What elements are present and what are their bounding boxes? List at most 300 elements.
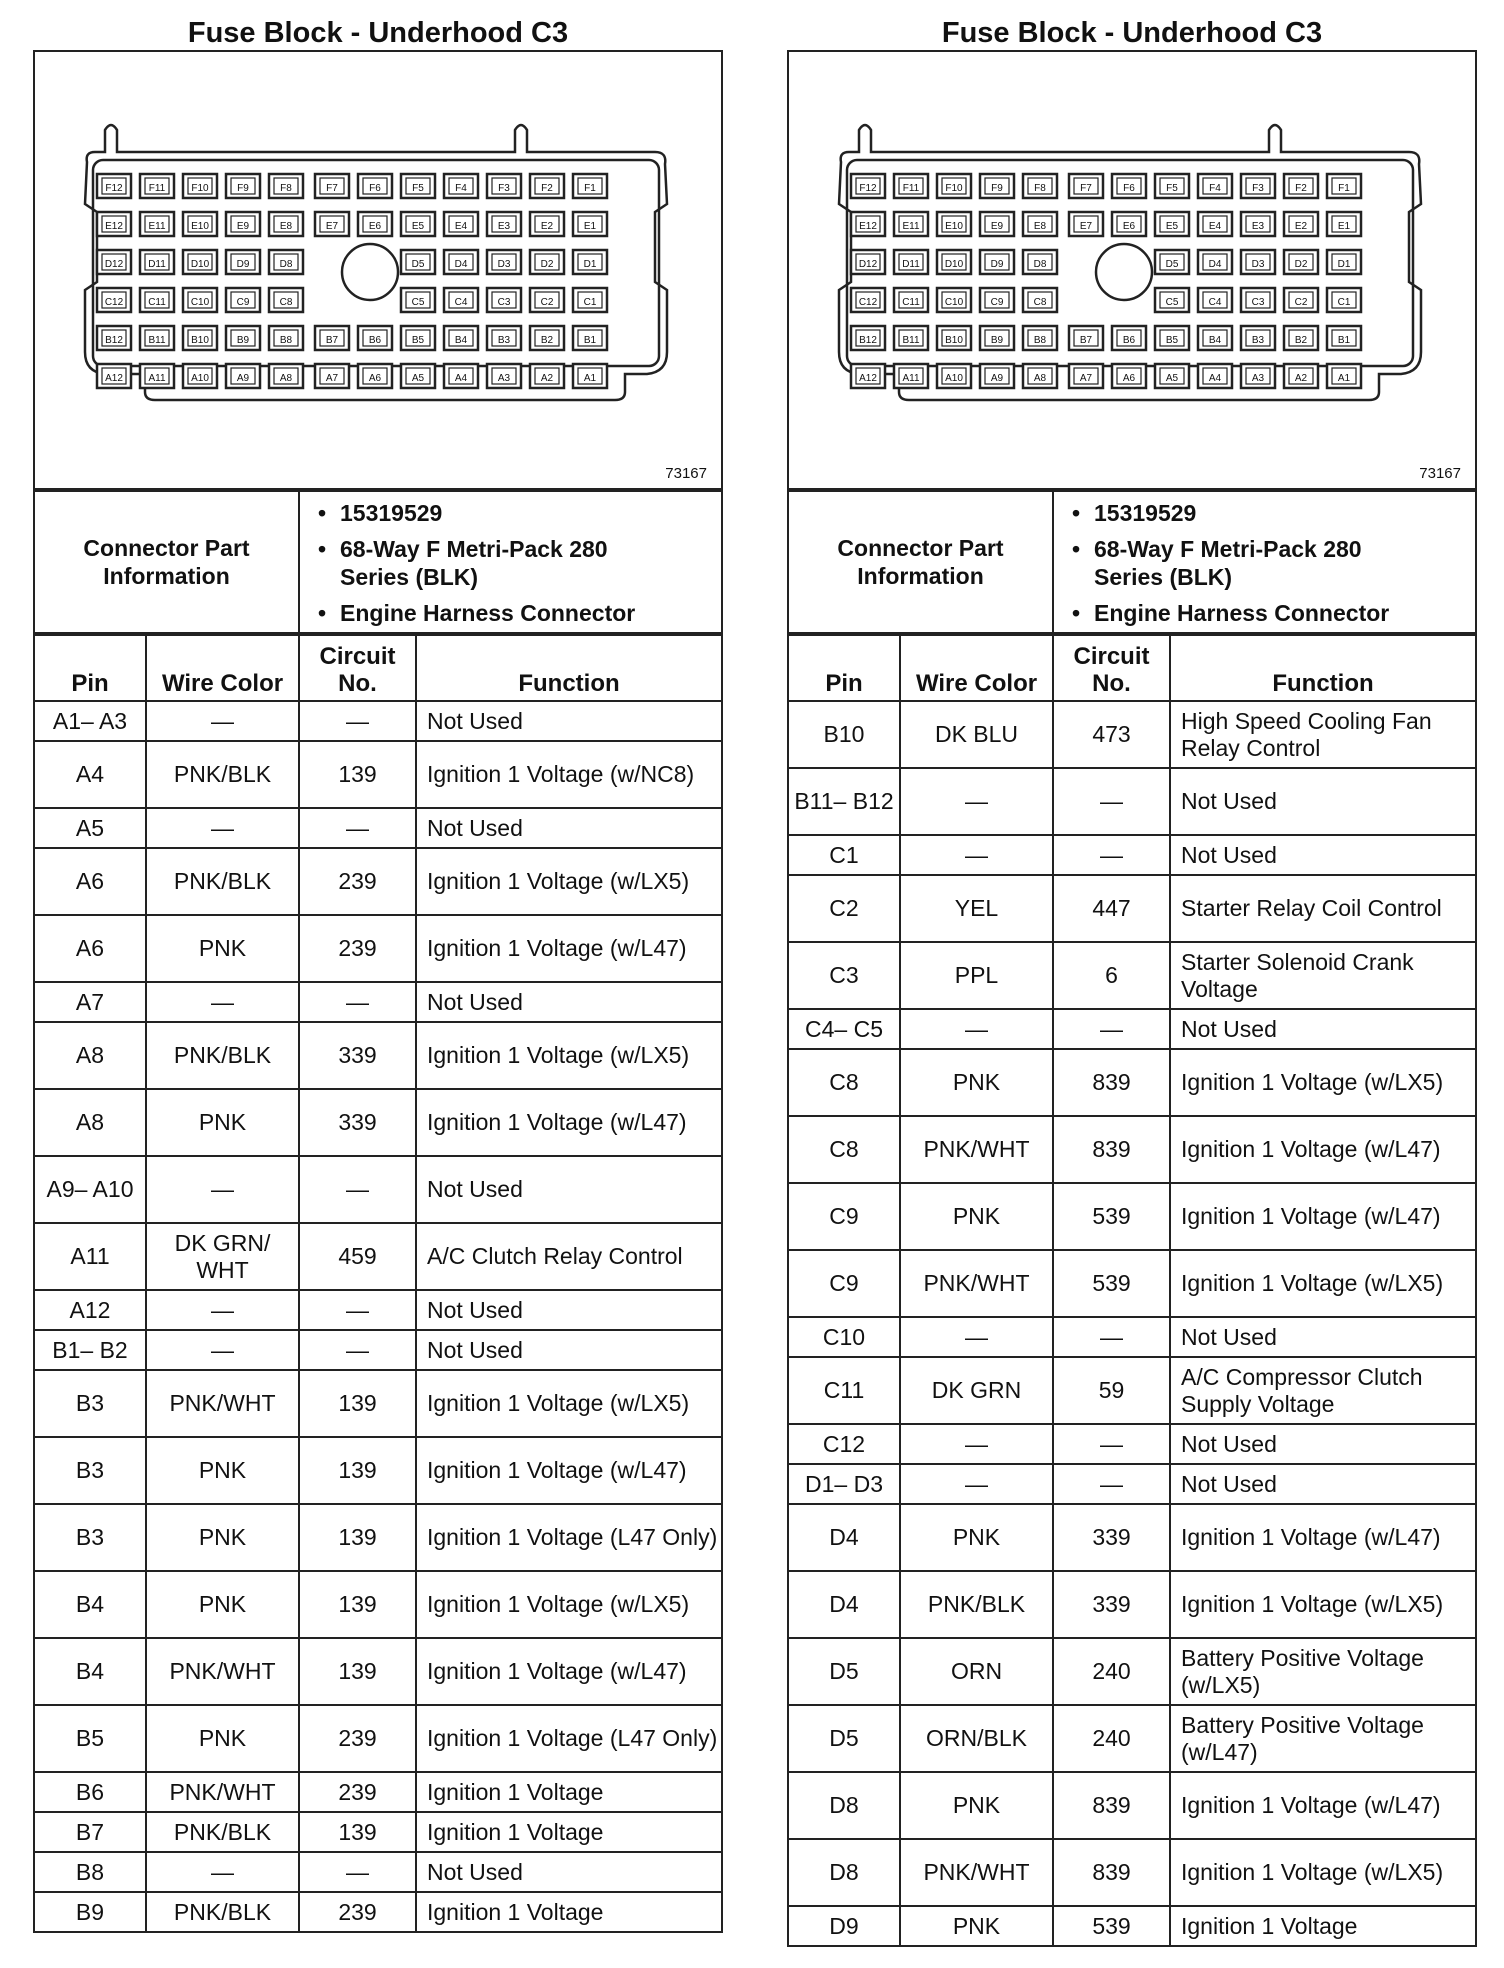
cavity-b8: [1023, 326, 1057, 350]
svg-text:C3: C3: [497, 297, 511, 308]
cavity-e1: [1327, 212, 1361, 236]
table-row: [788, 701, 1476, 768]
wire-color-cell: PNK/WHT: [146, 1370, 299, 1437]
pin-cell: D1– D3: [788, 1464, 900, 1504]
svg-text:A12: A12: [105, 373, 123, 384]
cavity-b7: [315, 326, 349, 350]
svg-text:B6: B6: [1122, 335, 1136, 346]
svg-text:A8: A8: [1033, 373, 1047, 384]
circuit-cell: 839: [1053, 1049, 1170, 1116]
svg-text:A6: A6: [368, 373, 382, 384]
table-row: [788, 942, 1476, 1009]
function-cell: High Speed Cooling Fan Relay Control: [1170, 701, 1476, 768]
connector-diagram: [787, 50, 1477, 490]
cavity-e2: [530, 212, 564, 236]
circuit-cell: 839: [1053, 1116, 1170, 1183]
cavity-e9: [226, 212, 260, 236]
function-cell: Ignition 1 Voltage (w/LX5): [416, 1571, 722, 1638]
svg-text:A1: A1: [583, 373, 597, 384]
function-cell: Battery Positive Voltage (w/LX5): [1170, 1638, 1476, 1705]
svg-text:B6: B6: [368, 335, 382, 346]
table-row: [34, 1437, 722, 1504]
cavity-a10: [937, 364, 971, 388]
connector-diagram: [33, 50, 723, 490]
wire-color-cell: PNK: [900, 1772, 1053, 1839]
svg-text:B11: B11: [148, 335, 166, 346]
function-cell: Ignition 1 Voltage (w/L47): [1170, 1504, 1476, 1571]
cavity-d1: [1327, 250, 1361, 274]
pin-cell: D8: [788, 1772, 900, 1839]
circuit-cell: —: [299, 808, 416, 848]
svg-text:D10: D10: [190, 259, 210, 270]
wire-color-cell: PNK: [900, 1049, 1053, 1116]
svg-text:B7: B7: [1079, 335, 1093, 346]
cavity-f6: [358, 174, 392, 198]
wire-color-cell: PNK: [900, 1183, 1053, 1250]
pin-cell: C9: [788, 1183, 900, 1250]
svg-text:C2: C2: [1294, 297, 1308, 308]
cavity-f3: [1241, 174, 1275, 198]
cavity-e12: [97, 212, 131, 236]
svg-text:B9: B9: [990, 335, 1004, 346]
pin-cell: A6: [34, 915, 146, 982]
table-row: [34, 1812, 722, 1852]
header-circuit: Circuit No.: [299, 635, 416, 701]
table-row: [34, 1290, 722, 1330]
svg-text:E1: E1: [1337, 221, 1351, 232]
function-cell: Not Used: [416, 1290, 722, 1330]
svg-text:E12: E12: [859, 221, 877, 232]
cavity-c11: [894, 288, 928, 312]
harness-name: • Engine Harness Connector: [1094, 599, 1475, 627]
cavity-a8: [1023, 364, 1057, 388]
svg-text:A9: A9: [990, 373, 1004, 384]
table-row: [788, 1424, 1476, 1464]
wire-color-cell: PNK: [900, 1504, 1053, 1571]
table-row: [788, 1772, 1476, 1839]
wire-color-cell: —: [146, 701, 299, 741]
wire-color-cell: PNK/WHT: [900, 1116, 1053, 1183]
function-cell: Ignition 1 Voltage (w/L47): [1170, 1772, 1476, 1839]
connector-info-table: [787, 490, 1477, 634]
table-row: [788, 1250, 1476, 1317]
cavity-b1: [573, 326, 607, 350]
pin-cell: B3: [34, 1437, 146, 1504]
svg-text:B11: B11: [902, 335, 920, 346]
wire-color-cell: —: [900, 1464, 1053, 1504]
svg-text:D1: D1: [583, 259, 597, 270]
wire-color-cell: PNK: [146, 1089, 299, 1156]
function-cell: Ignition 1 Voltage: [416, 1772, 722, 1812]
cavity-a4: [444, 364, 478, 388]
cavity-c9: [980, 288, 1014, 312]
svg-text:F9: F9: [237, 183, 249, 194]
cavity-b11: [140, 326, 174, 350]
cavity-d8: [1023, 250, 1057, 274]
svg-text:F3: F3: [1252, 183, 1264, 194]
cavity-d10: [937, 250, 971, 274]
pin-cell: A5: [34, 808, 146, 848]
cavity-c4: [1198, 288, 1232, 312]
function-cell: Ignition 1 Voltage (w/LX5): [1170, 1250, 1476, 1317]
table-row: [788, 835, 1476, 875]
svg-text:C10: C10: [190, 297, 210, 308]
svg-text:A10: A10: [191, 373, 209, 384]
svg-text:A7: A7: [325, 373, 339, 384]
connector-info-label: Connector Part Information: [788, 491, 1053, 633]
cavity-f4: [444, 174, 478, 198]
pin-cell: A8: [34, 1022, 146, 1089]
cavity-e6: [358, 212, 392, 236]
function-cell: Ignition 1 Voltage (L47 Only): [416, 1705, 722, 1772]
connector-info-label: Connector Part Information: [34, 491, 299, 633]
wire-color-cell: PNK/WHT: [146, 1638, 299, 1705]
cavity-c1: [1327, 288, 1361, 312]
cavity-e9: [980, 212, 1014, 236]
circuit-cell: 239: [299, 848, 416, 915]
svg-text:D4: D4: [454, 259, 468, 270]
svg-text:D9: D9: [236, 259, 250, 270]
cavity-a6: [1112, 364, 1146, 388]
table-row: [788, 1906, 1476, 1946]
pin-cell: D4: [788, 1571, 900, 1638]
cavity-c5: [1155, 288, 1189, 312]
pin-cell: C3: [788, 942, 900, 1009]
function-cell: Not Used: [1170, 1464, 1476, 1504]
svg-text:A11: A11: [902, 373, 920, 384]
pin-cell: B1– B2: [34, 1330, 146, 1370]
svg-text:D3: D3: [1251, 259, 1265, 270]
table-row: [788, 1504, 1476, 1571]
left-panel: [33, 0, 723, 1933]
connector-info-list: [1053, 491, 1476, 633]
table-row: [34, 808, 722, 848]
header-wire-color: Wire Color: [900, 635, 1053, 701]
connector-info-table: [33, 490, 723, 634]
cavity-c10: [937, 288, 971, 312]
table-row: [788, 768, 1476, 835]
cavity-b12: [851, 326, 885, 350]
pin-cell: D4: [788, 1504, 900, 1571]
pin-cell: C2: [788, 875, 900, 942]
svg-text:A5: A5: [411, 373, 425, 384]
connector-type: • 68-Way F Metri-Pack 280 Series (BLK): [1094, 535, 1364, 591]
cavity-b10: [937, 326, 971, 350]
svg-text:E9: E9: [236, 221, 250, 232]
table-row: [34, 1852, 722, 1892]
cavity-f10: [183, 174, 217, 198]
table-row: [34, 915, 722, 982]
cavity-a5: [401, 364, 435, 388]
cavity-c2: [1284, 288, 1318, 312]
svg-text:F7: F7: [326, 183, 338, 194]
figure-number: 73167: [1419, 465, 1461, 482]
svg-text:D2: D2: [540, 259, 554, 270]
cavity-e10: [937, 212, 971, 236]
pin-cell: A1– A3: [34, 701, 146, 741]
connector-type: • 68-Way F Metri-Pack 280 Series (BLK): [340, 535, 610, 591]
cavity-b3: [487, 326, 521, 350]
cavity-c8: [269, 288, 303, 312]
circuit-cell: 239: [299, 1705, 416, 1772]
cavity-f1: [573, 174, 607, 198]
table-row: [34, 1571, 722, 1638]
cavity-e4: [1198, 212, 1232, 236]
pin-cell: A6: [34, 848, 146, 915]
pin-cell: B6: [34, 1772, 146, 1812]
cavity-f6: [1112, 174, 1146, 198]
wire-color-cell: ORN: [900, 1638, 1053, 1705]
svg-text:F9: F9: [991, 183, 1003, 194]
cavity-e12: [851, 212, 885, 236]
table-row: [788, 1049, 1476, 1116]
svg-text:B8: B8: [279, 335, 293, 346]
cavity-d5: [401, 250, 435, 274]
cavity-c8: [1023, 288, 1057, 312]
cavity-a4: [1198, 364, 1232, 388]
circuit-cell: —: [299, 701, 416, 741]
svg-text:C8: C8: [279, 297, 293, 308]
svg-text:D12: D12: [858, 259, 878, 270]
function-cell: Ignition 1 Voltage (w/LX5): [416, 1022, 722, 1089]
pin-cell: C4– C5: [788, 1009, 900, 1049]
wire-color-cell: ORN/BLK: [900, 1705, 1053, 1772]
pin-cell: D8: [788, 1839, 900, 1906]
cavity-a10: [183, 364, 217, 388]
cavity-a9: [980, 364, 1014, 388]
svg-text:F4: F4: [1209, 183, 1221, 194]
cavity-f8: [1023, 174, 1057, 198]
connector-info-list: [299, 491, 722, 633]
svg-text:C3: C3: [1251, 297, 1265, 308]
svg-text:E4: E4: [1208, 221, 1222, 232]
wire-color-cell: PNK/BLK: [146, 1812, 299, 1852]
svg-text:B8: B8: [1033, 335, 1047, 346]
function-cell: Ignition 1 Voltage (w/L47): [416, 1638, 722, 1705]
cavity-b6: [1112, 326, 1146, 350]
svg-text:D5: D5: [411, 259, 425, 270]
cavity-f5: [1155, 174, 1189, 198]
svg-text:F11: F11: [148, 183, 166, 194]
circuit-cell: 239: [299, 1892, 416, 1932]
svg-text:F10: F10: [945, 183, 963, 194]
function-cell: Ignition 1 Voltage (w/NC8): [416, 741, 722, 808]
cavity-f11: [140, 174, 174, 198]
circuit-cell: 339: [299, 1089, 416, 1156]
cavity-e2: [1284, 212, 1318, 236]
svg-text:D2: D2: [1294, 259, 1308, 270]
pin-cell: D5: [788, 1638, 900, 1705]
svg-text:F1: F1: [1338, 183, 1350, 194]
cavity-f7: [315, 174, 349, 198]
cavity-c10: [183, 288, 217, 312]
wire-color-cell: PPL: [900, 942, 1053, 1009]
svg-text:A2: A2: [1294, 373, 1308, 384]
table-row: [788, 1571, 1476, 1638]
cavity-c4: [444, 288, 478, 312]
function-cell: Ignition 1 Voltage (w/LX5): [416, 1370, 722, 1437]
table-row: [34, 1089, 722, 1156]
cavity-b5: [401, 326, 435, 350]
function-cell: Ignition 1 Voltage (w/L47): [416, 1089, 722, 1156]
table-row: [34, 701, 722, 741]
cavity-b4: [444, 326, 478, 350]
cavity-a2: [530, 364, 564, 388]
svg-text:E5: E5: [1165, 221, 1179, 232]
cavity-a8: [269, 364, 303, 388]
svg-text:C1: C1: [1337, 297, 1351, 308]
cavity-e3: [1241, 212, 1275, 236]
function-cell: Ignition 1 Voltage (w/L47): [416, 915, 722, 982]
function-cell: A/C Compressor Clutch Supply Voltage: [1170, 1357, 1476, 1424]
svg-text:B1: B1: [583, 335, 597, 346]
svg-text:F12: F12: [105, 183, 123, 194]
svg-text:C4: C4: [1208, 297, 1222, 308]
pin-cell: B10: [788, 701, 900, 768]
function-cell: Ignition 1 Voltage (w/LX5): [1170, 1839, 1476, 1906]
cavity-b9: [980, 326, 1014, 350]
wire-color-cell: PNK: [146, 1705, 299, 1772]
cavity-a1: [1327, 364, 1361, 388]
svg-text:E8: E8: [279, 221, 293, 232]
svg-text:F5: F5: [1166, 183, 1178, 194]
table-row: [788, 1116, 1476, 1183]
svg-text:E12: E12: [105, 221, 123, 232]
svg-text:B10: B10: [191, 335, 209, 346]
circuit-cell: 339: [299, 1022, 416, 1089]
table-row: [788, 1839, 1476, 1906]
svg-text:C11: C11: [148, 297, 166, 308]
circuit-cell: —: [299, 1330, 416, 1370]
table-row: [34, 1772, 722, 1812]
cavity-c12: [851, 288, 885, 312]
function-cell: Starter Relay Coil Control: [1170, 875, 1476, 942]
svg-text:E10: E10: [945, 221, 963, 232]
svg-text:F10: F10: [191, 183, 209, 194]
circuit-cell: 240: [1053, 1705, 1170, 1772]
panel-title: Fuse Block - Underhood C3: [187, 17, 569, 49]
svg-text:D8: D8: [279, 259, 293, 270]
pin-table: [33, 634, 723, 1933]
cavity-a3: [487, 364, 521, 388]
wire-color-cell: —: [146, 1852, 299, 1892]
right-panel: [787, 0, 1477, 1947]
circuit-cell: 339: [1053, 1571, 1170, 1638]
svg-text:F6: F6: [1123, 183, 1135, 194]
figure-number: 73167: [665, 465, 707, 482]
circuit-cell: 839: [1053, 1772, 1170, 1839]
function-cell: Not Used: [416, 1852, 722, 1892]
cavity-d12: [97, 250, 131, 274]
cavity-d4: [444, 250, 478, 274]
svg-text:E7: E7: [325, 221, 339, 232]
svg-text:E6: E6: [368, 221, 382, 232]
pin-cell: C12: [788, 1424, 900, 1464]
pin-cell: B4: [34, 1571, 146, 1638]
cavity-d11: [140, 250, 174, 274]
cavity-a2: [1284, 364, 1318, 388]
table-row: [34, 848, 722, 915]
cavity-b3: [1241, 326, 1275, 350]
function-cell: Not Used: [1170, 835, 1476, 875]
cavity-e3: [487, 212, 521, 236]
cavity-a7: [1069, 364, 1103, 388]
table-row: [34, 1223, 722, 1290]
wire-color-cell: DK GRN: [900, 1357, 1053, 1424]
pin-cell: C8: [788, 1116, 900, 1183]
function-cell: Not Used: [416, 808, 722, 848]
wire-color-cell: —: [900, 1009, 1053, 1049]
svg-text:D11: D11: [902, 259, 920, 270]
svg-text:A10: A10: [945, 373, 963, 384]
circuit-cell: —: [1053, 768, 1170, 835]
cavity-a12: [851, 364, 885, 388]
pin-cell: B9: [34, 1892, 146, 1932]
pin-cell: A12: [34, 1290, 146, 1330]
cavity-e4: [444, 212, 478, 236]
cavity-b11: [894, 326, 928, 350]
cavity-b2: [1284, 326, 1318, 350]
svg-text:B9: B9: [236, 335, 250, 346]
svg-text:A8: A8: [279, 373, 293, 384]
svg-text:B1: B1: [1337, 335, 1351, 346]
wire-color-cell: PNK/WHT: [900, 1250, 1053, 1317]
svg-text:E4: E4: [454, 221, 468, 232]
svg-text:A5: A5: [1165, 373, 1179, 384]
svg-text:D9: D9: [990, 259, 1004, 270]
cavity-c1: [573, 288, 607, 312]
cavity-b8: [269, 326, 303, 350]
connector-face-drawing: [35, 52, 721, 488]
svg-text:E1: E1: [583, 221, 597, 232]
svg-text:F4: F4: [455, 183, 467, 194]
cavity-f9: [226, 174, 260, 198]
svg-text:C5: C5: [1165, 297, 1179, 308]
cavity-a5: [1155, 364, 1189, 388]
function-cell: Ignition 1 Voltage: [416, 1812, 722, 1852]
circuit-cell: —: [299, 1156, 416, 1223]
cavity-a3: [1241, 364, 1275, 388]
svg-text:F2: F2: [541, 183, 553, 194]
svg-text:D1: D1: [1337, 259, 1351, 270]
svg-text:F8: F8: [280, 183, 292, 194]
circuit-cell: 139: [299, 741, 416, 808]
function-cell: Not Used: [416, 1330, 722, 1370]
cavity-c11: [140, 288, 174, 312]
svg-text:F7: F7: [1080, 183, 1092, 194]
wire-color-cell: —: [146, 982, 299, 1022]
svg-text:E7: E7: [1079, 221, 1093, 232]
cavity-e8: [1023, 212, 1057, 236]
table-row: [34, 741, 722, 808]
pin-cell: C9: [788, 1250, 900, 1317]
pin-table: [787, 634, 1477, 1947]
wire-color-cell: PNK: [900, 1906, 1053, 1946]
svg-text:C9: C9: [236, 297, 250, 308]
svg-text:C12: C12: [104, 297, 124, 308]
svg-text:B3: B3: [1251, 335, 1265, 346]
part-number: • 15319529: [1094, 499, 1475, 527]
harness-name: • Engine Harness Connector: [340, 599, 721, 627]
svg-text:B12: B12: [859, 335, 877, 346]
function-cell: Starter Solenoid Crank Voltage: [1170, 942, 1476, 1009]
table-row: [34, 1022, 722, 1089]
svg-text:B2: B2: [1294, 335, 1308, 346]
cavity-b6: [358, 326, 392, 350]
panel-title: Fuse Block - Underhood C3: [941, 17, 1323, 49]
cavity-d4: [1198, 250, 1232, 274]
circuit-cell: 139: [299, 1437, 416, 1504]
